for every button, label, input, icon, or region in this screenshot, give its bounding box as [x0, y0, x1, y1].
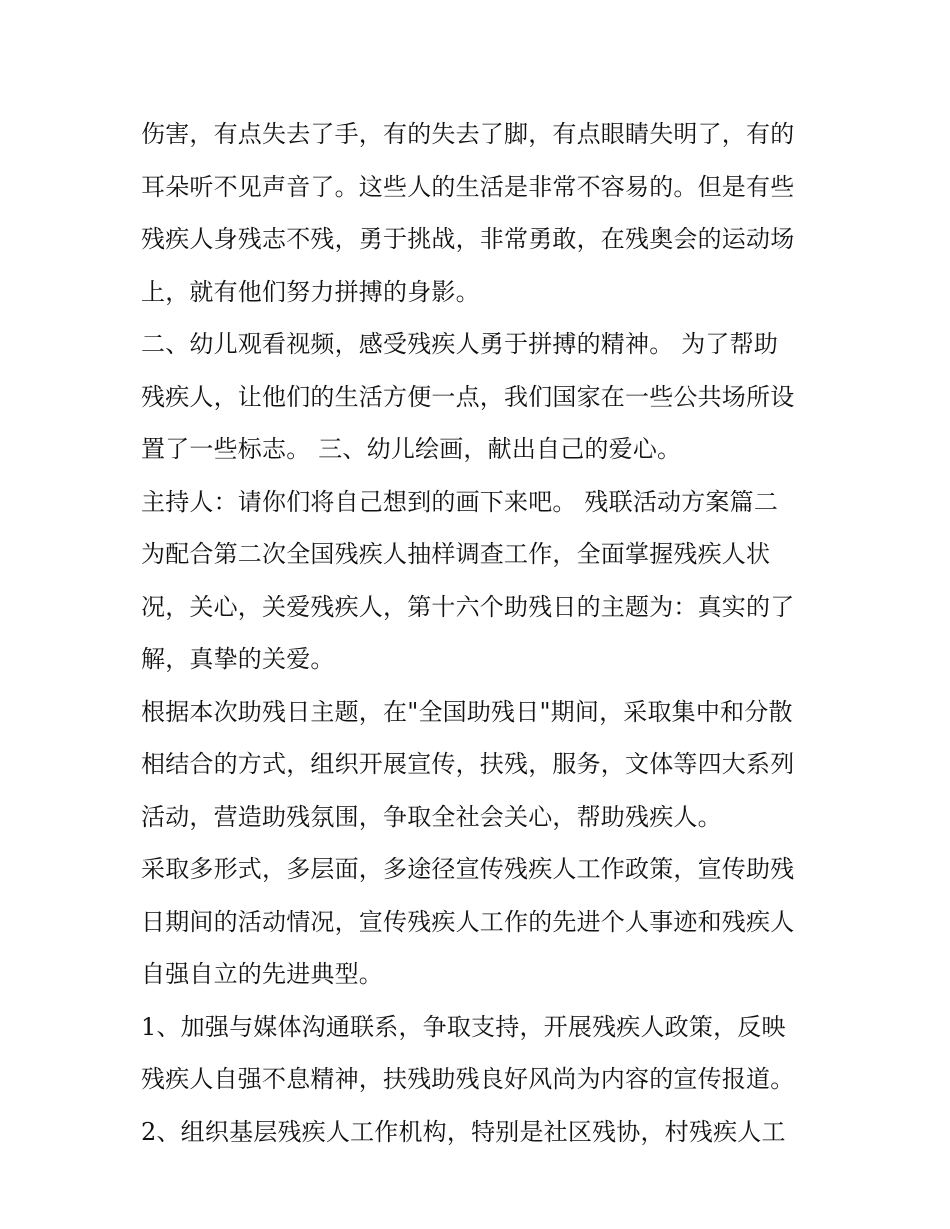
document-body — [141, 108, 821, 1158]
text-line: 活动，营造助残氛围，争取全社会关心，帮助残疾人。 — [141, 802, 722, 831]
text-line: 2、组织基层残疾人工作机构，特别是社区残协，村残疾人工 — [141, 1117, 786, 1146]
text-line: 二、幼儿观看视频，感受残疾人勇于拼搏的精神。 为了帮助 — [141, 330, 779, 358]
text-line: 残疾人，让他们的生活方便一点，我们国家在一些公共场所设 — [141, 382, 795, 411]
text-line: 耳朵听不见声音了。这些人的生活是非常不容易的。但是有些 — [141, 172, 795, 201]
text-line: 置了一些标志。 三、幼儿绘画，献出自己的爱心。 — [141, 435, 682, 463]
text-line: 日期间的活动情况，宣传残疾人工作的先进个人事迹和残疾人 — [141, 907, 795, 936]
text-line: 伤害，有点失去了手，有的失去了脚，有点眼睛失明了，有的 — [141, 120, 795, 148]
text-line: 采取多形式，多层面，多途径宣传残疾人工作政策，宣传助残 — [141, 855, 795, 883]
text-line: 况，关心，关爱残疾人，第十六个助残日的主题为：真实的了 — [141, 592, 795, 621]
text-line: 主持人：请你们将自己想到的画下来吧。 残联活动方案篇二 — [141, 487, 779, 516]
text-line: 解，真挚的关爱。 — [141, 645, 335, 673]
text-line: 自强自立的先进典型。 — [141, 960, 383, 988]
text-line: 残疾人身残志不残，勇于挑战，非常勇敢，在残奥会的运动场 — [141, 225, 795, 253]
text-line: 为配合第二次全国残疾人抽样调查工作，全面掌握残疾人状 — [141, 540, 771, 568]
text-line: 残疾人自强不息精神，扶残助残良好风尚为内容的宣传报道。 — [141, 1065, 795, 1093]
text-line: 上，就有他们努力拼搏的身影。 — [141, 277, 480, 306]
text-line: 根据本次助残日主题，在"全国助残日"期间，采取集中和分散 — [141, 697, 793, 726]
text-line: 1、加强与媒体沟通联系，争取支持，开展残疾人政策，反映 — [141, 1012, 786, 1041]
text-line: 相结合的方式，组织开展宣传，扶残，服务，文体等四大系列 — [141, 750, 795, 778]
